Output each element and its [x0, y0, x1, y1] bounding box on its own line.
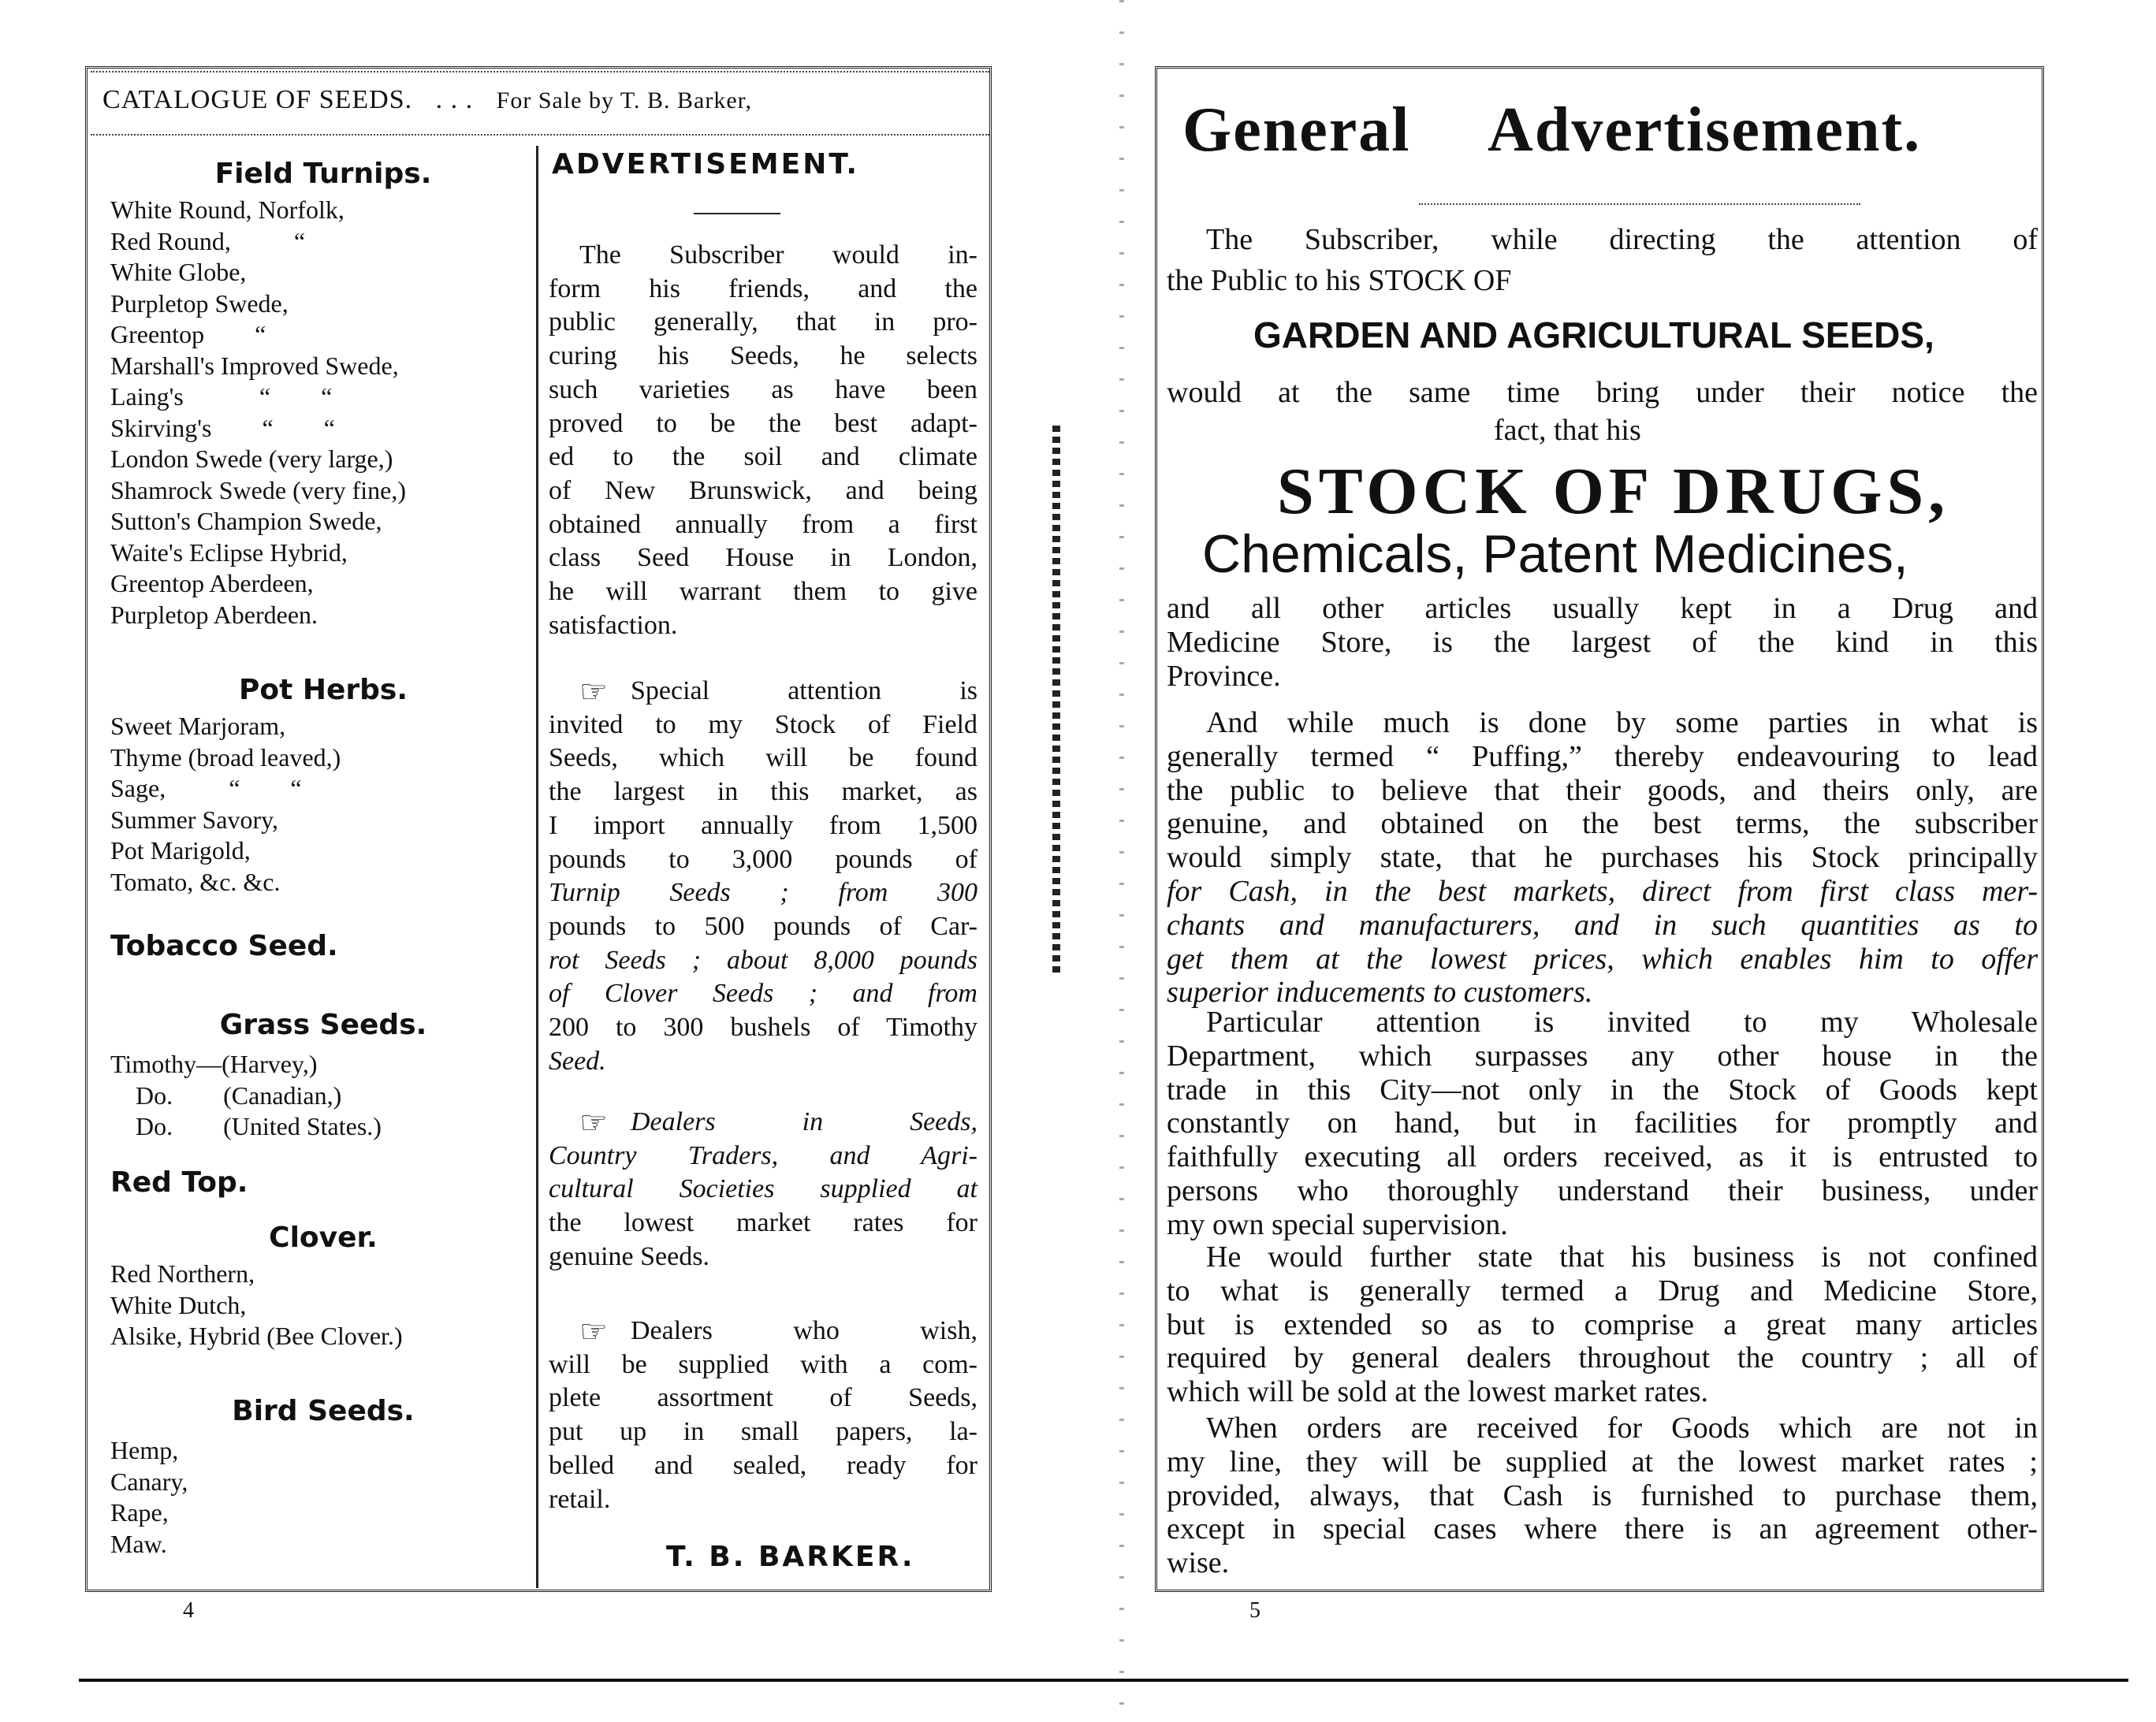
paragraph-line: chants and manufacturers, and in such quantities as to — [1167, 908, 2038, 942]
advertisement-line: put up in small papers, la- — [549, 1417, 977, 1447]
seed-item: White Round, Norfolk, — [110, 195, 344, 224]
pointing-hand-icon: ☞ — [579, 1105, 608, 1140]
section-heading: Grass Seeds. — [219, 1009, 427, 1041]
heading-rule — [694, 213, 780, 214]
section-heading: Bird Seeds. — [232, 1395, 415, 1427]
seed-item: Greentop Aberdeen, — [110, 569, 314, 597]
advertisement-line: form his friends, and the — [549, 273, 977, 303]
paragraph-line: which will be sold at the lowest market rates. — [1167, 1375, 1708, 1409]
seed-item: Skirving's “ “ — [110, 413, 335, 442]
advertisement-line: proved to be the best adapt- — [549, 408, 977, 438]
advertisement-line: retail. — [549, 1484, 611, 1514]
seed-item: Timothy—(Harvey,) — [110, 1050, 318, 1078]
seed-item: Purpletop Swede, — [110, 288, 289, 318]
seller-name: For Sale by T. B. Barker, — [496, 87, 752, 113]
advertisement-line: will be supplied with a com- — [549, 1349, 977, 1379]
section-heading: Field Turnips. — [214, 158, 432, 190]
catalogue-header — [102, 85, 752, 115]
advertisement-line: the largest in this market, as — [549, 777, 977, 807]
paragraph-line: would simply state, that he purchases his Stock principally — [1167, 841, 2038, 875]
advertisement-line: class Seed House in London, — [549, 543, 977, 573]
paragraph-line: and all other articles usually kept in a Drug and — [1167, 592, 2038, 625]
title-rule — [1419, 203, 1860, 205]
seed-item: Pot Marigold, — [110, 836, 251, 865]
signature: T. B. BARKER. — [666, 1541, 915, 1573]
page-number: 5 — [1249, 1598, 1260, 1623]
seed-item: London Swede (very large,) — [110, 444, 393, 473]
seed-item: Canary, — [110, 1467, 188, 1496]
pointing-hand-icon: ☞ — [579, 674, 608, 709]
header-dots: . . . — [435, 85, 474, 114]
advertisement-line: Special attention is — [631, 676, 977, 705]
section-heading: Tobacco Seed. — [110, 930, 338, 962]
page-gutter — [1119, 0, 1124, 1722]
paragraph-line: constantly on hand, but in facilities for promptly and — [1167, 1106, 2038, 1140]
seed-item: White Globe, — [110, 258, 247, 286]
page-bottom-edge — [79, 1679, 2128, 1682]
paragraph-line: but is extended so as to comprise a great many articles — [1167, 1307, 2038, 1341]
seed-item: Sutton's Champion Swede, — [110, 507, 382, 535]
paragraph-line: Medicine Store, is the largest of the kind in this — [1167, 625, 2038, 659]
advertisement-line: public generally, that in pro- — [549, 307, 977, 337]
seed-item: Maw. — [110, 1529, 167, 1558]
advertisement-line: cultural Societies supplied at — [549, 1174, 977, 1204]
intro-line: The Subscriber, while directing the attention of — [1206, 223, 2038, 256]
drugs-heading: STOCK OF DRUGS, — [1277, 455, 1950, 528]
seed-item: Waite's Eclipse Hybrid, — [110, 537, 348, 567]
paragraph-line: And while much is done by some parties in what is — [1206, 706, 2038, 739]
advertisement-line: Turnip Seeds ; from 300 — [549, 878, 977, 908]
seed-item: Greentop “ — [110, 320, 266, 348]
advertisement-line: belled and sealed, ready for — [549, 1450, 977, 1480]
paragraph-line: superior inducements to customers. — [1167, 976, 1593, 1010]
advertisement-line: Country Traders, and Agri- — [549, 1140, 977, 1170]
paragraph-line: get them at the lowest prices, which enables him to offer — [1167, 942, 2038, 976]
advertisement-line: I import annually from 1,500 — [549, 810, 977, 840]
paragraph-line: the public to believe that their goods, and theirs only, are — [1167, 773, 2038, 807]
page-number: 4 — [183, 1598, 194, 1623]
seed-item: Red Round, “ — [110, 226, 306, 255]
paragraph-line: faithfully executing all orders received, as it is entrusted to — [1167, 1140, 2038, 1174]
paragraph-line: He would further state that his business is not confined — [1206, 1240, 2038, 1274]
advertisement-line: the lowest market rates for — [549, 1208, 977, 1238]
paragraph-line: generally termed “ Puffing,” thereby endeavouring to lead — [1167, 739, 2038, 773]
advertisement-line: he will warrant them to give — [549, 577, 977, 606]
paragraph-line: Department, which surpasses any other house in the — [1167, 1039, 2038, 1073]
advertisement-line: 200 to 300 bushels of Timothy — [549, 1013, 977, 1042]
seed-item: Thyme (broad leaved,) — [110, 742, 341, 772]
advertisement-line: obtained annually from a first — [549, 509, 977, 539]
paragraph-line: When orders are received for Goods which are not in — [1206, 1411, 2038, 1445]
section-heading: Pot Herbs. — [238, 674, 408, 706]
pointing-hand-icon: ☞ — [579, 1314, 608, 1349]
garden-seeds-heading: GARDEN AND AGRICULTURAL SEEDS, — [1253, 314, 1934, 355]
seed-item: Alsike, Hybrid (Bee Clover.) — [110, 1322, 403, 1350]
header-rule — [91, 134, 989, 136]
intro-line: the Public to his STOCK OF — [1167, 264, 1512, 297]
seed-item: Tomato, &c. &c. — [110, 867, 281, 896]
paragraph-line: Particular attention is invited to my Wholesale — [1206, 1006, 2038, 1039]
seed-item: Purpletop Aberdeen. — [110, 600, 318, 629]
notice-line: fact, that his — [1494, 414, 1641, 447]
paragraph-line: genuine, and obtained on the best terms, the subscriber — [1167, 807, 2038, 841]
seed-item: Do. (Canadian,) — [110, 1080, 342, 1110]
advertisement-line: The Subscriber would in- — [579, 240, 977, 270]
binding-thread — [1052, 426, 1060, 977]
advertisement-line: Dealers in Seeds, — [631, 1107, 977, 1136]
advertisement-line: rot Seeds ; about 8,000 pounds — [549, 945, 977, 975]
seed-item: White Dutch, — [110, 1290, 247, 1319]
paragraph-line: for Cash, in the best markets, direct from first class mer- — [1167, 875, 2038, 908]
advertisement-line: Seed. — [549, 1046, 606, 1076]
paragraph-line: my own special supervision. — [1167, 1207, 1508, 1241]
top-rule — [91, 71, 989, 73]
advertisement-line: curing his Seeds, he selects — [549, 341, 977, 371]
paragraph-line: Province. — [1167, 659, 1281, 693]
column-divider — [536, 146, 538, 1588]
seed-item: Marshall's Improved Swede, — [110, 351, 399, 380]
advertisement-line: genuine Seeds. — [549, 1241, 709, 1271]
advertisement-line: pounds to 500 pounds of Car- — [549, 911, 977, 941]
section-heading: Red Top. — [110, 1166, 248, 1199]
seed-item: Laing's “ “ — [110, 382, 333, 411]
paragraph-line: persons who thoroughly understand their business, under — [1167, 1174, 2038, 1207]
advertisement-line: such varieties as have been — [549, 374, 977, 404]
paragraph-line: except in special cases where there is an agreement other- — [1167, 1512, 2038, 1546]
advertisement-heading: ADVERTISEMENT. — [552, 148, 860, 180]
paragraph-line: wise. — [1167, 1546, 1230, 1580]
advertisement-line: satisfaction. — [549, 610, 678, 640]
notice-line: would at the same time bring under their notice the — [1167, 376, 2038, 409]
catalogue-title: CATALOGUE OF SEEDS. — [102, 85, 413, 114]
advertisement-line: invited to my Stock of Field — [549, 709, 977, 739]
advertisement-line: pounds to 3,000 pounds of — [549, 844, 977, 874]
paragraph-line: trade in this City—not only in the Stock of Goods kept — [1167, 1073, 2038, 1106]
seed-item: Shamrock Swede (very fine,) — [110, 475, 406, 504]
seed-item: Hemp, — [110, 1436, 179, 1464]
seed-item: Summer Savory, — [110, 805, 279, 834]
advertisement-line: plete assortment of Seeds, — [549, 1383, 977, 1413]
section-heading: Clover. — [269, 1222, 378, 1254]
paragraph-line: my line, they will be supplied at the lowest market rates ; — [1167, 1445, 2038, 1478]
advertisement-line: of New Brunswick, and being — [549, 475, 977, 505]
seed-item: Sweet Marjoram, — [110, 712, 286, 740]
seed-item: Red Northern, — [110, 1259, 255, 1288]
paragraph-line: to what is generally termed a Drug and Medicine Store, — [1167, 1274, 2038, 1307]
page-title: General Advertisement. — [1182, 95, 1922, 165]
advertisement-line: of Clover Seeds ; and from — [549, 979, 977, 1009]
seed-item: Rape, — [110, 1498, 169, 1527]
advertisement-line: ed to the soil and climate — [549, 442, 977, 472]
advertisement-line: Dealers who wish, — [631, 1316, 977, 1345]
paragraph-line: provided, always, that Cash is furnished to purchase them, — [1167, 1478, 2038, 1512]
seed-item: Do. (United States.) — [110, 1112, 382, 1140]
advertisement-line: Seeds, which will be found — [549, 743, 977, 773]
paragraph-line: required by general dealers throughout the country ; all of — [1167, 1341, 2038, 1375]
chemicals-heading: Chemicals, Patent Medicines, — [1202, 524, 1908, 584]
seed-item: Sage, “ “ — [110, 774, 302, 802]
